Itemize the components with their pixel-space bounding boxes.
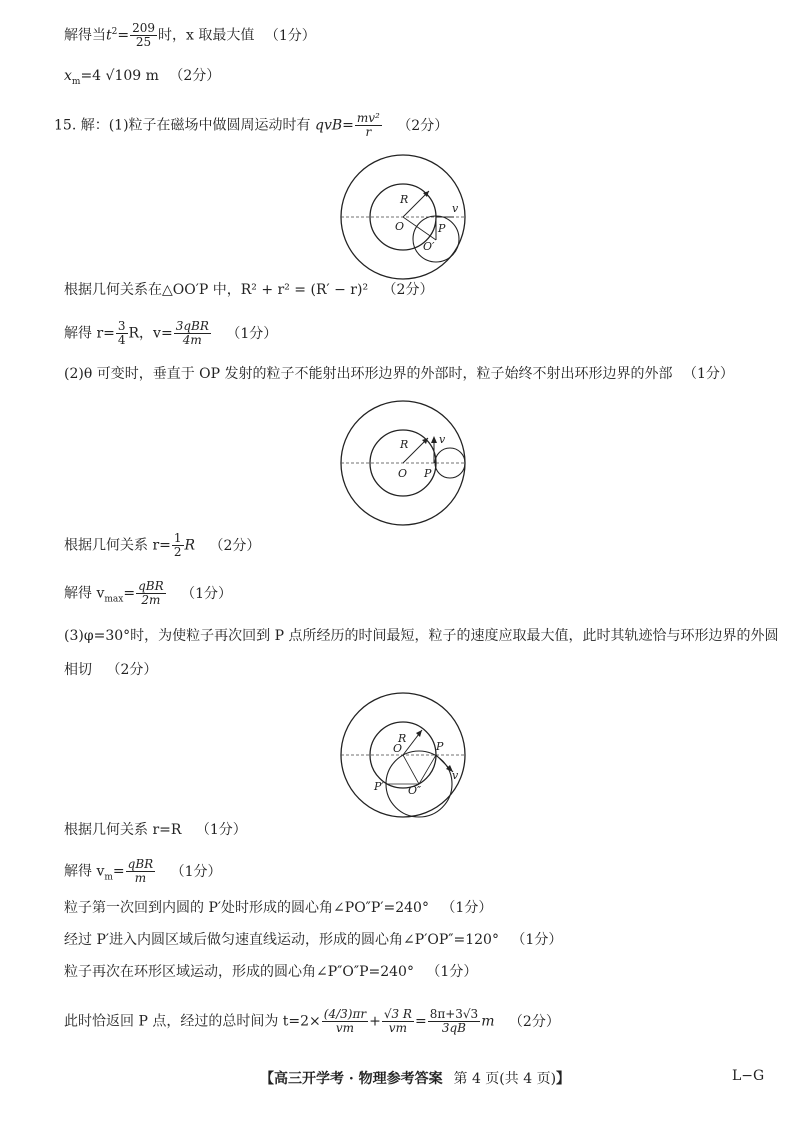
label-P-prime: P′ bbox=[374, 780, 384, 793]
line-t-max: 解得当$t^2=$ $\frac{209}{25}$ 时，x 取最大值 （1分） bbox=[64, 21, 316, 50]
label-v: v bbox=[439, 433, 446, 446]
label-O: O bbox=[393, 742, 403, 755]
score: （2分） bbox=[106, 662, 158, 678]
label-v: v bbox=[452, 769, 459, 782]
figure-1 bbox=[338, 152, 468, 282]
page-number: 第 4 页(共 4 页) bbox=[453, 1071, 557, 1087]
fraction: $\frac{209}{25}$ bbox=[132, 21, 156, 50]
figure-2 bbox=[338, 398, 468, 528]
line-solve-r-v: 解得 r= $\frac{3}{4}$ R，v= $\frac{\text{3qBR}}{4m}$ （1分） bbox=[64, 319, 278, 347]
label-R: R bbox=[400, 438, 409, 451]
page-footer: 【高三开学考 · 物理参考答案 第 4 页(共 4 页)】 bbox=[260, 1071, 571, 1087]
label-O-prime: O′ bbox=[423, 240, 435, 253]
line-geometry-1: 根据几何关系在△OO′P 中，R² + r² = (R′ − r)² （2分） bbox=[64, 282, 434, 298]
score: （2分） bbox=[508, 1013, 560, 1030]
score: （1分） bbox=[170, 863, 222, 880]
label-R: R bbox=[398, 732, 407, 745]
score: （1分） bbox=[195, 822, 247, 838]
fraction: $\frac{\text{mv²}}{r}$ bbox=[356, 111, 380, 139]
score: （1分） bbox=[441, 900, 493, 916]
figure-3 bbox=[338, 690, 468, 820]
score: （2分） bbox=[382, 282, 434, 298]
label-P: P bbox=[436, 740, 444, 753]
line-total-time: 此时恰返回 P 点，经过的总时间为 t=2× $\frac{(4/3)\pi r}{vm}$ + $\frac{√3 R}{vm}$ = $\frac{8\pi+3√3}{3qB}$ m （2分） bbox=[64, 1007, 560, 1035]
line-xm: $x_m=4$ √109 m （2分） bbox=[64, 68, 221, 87]
score: （1分） bbox=[264, 27, 316, 44]
score: （2分） bbox=[209, 537, 261, 554]
line-tangent: 相切 （2分） bbox=[64, 662, 158, 678]
line-part2: (2)θ 可变时，垂直于 OP 发射的粒子不能射出环形边界的外部时，粒子始终不射出环形边界的外部 （1分） bbox=[64, 366, 734, 382]
line-q15-part1: 15. 解：(1)粒子在磁场中做圆周运动时有 qvB= $\frac{\text{mv²}}{r}$ （2分） bbox=[54, 111, 449, 139]
label-R: R bbox=[400, 193, 409, 206]
line-angle-3: 粒子再次在环形区域运动，形成的圆心角∠P″O″P=240° （1分） bbox=[64, 964, 478, 980]
label-P: P bbox=[438, 222, 446, 235]
score: （2分） bbox=[169, 68, 221, 84]
label-O-double-prime: O″ bbox=[408, 784, 422, 797]
label-P: P bbox=[424, 467, 432, 480]
score: （1分） bbox=[226, 325, 278, 342]
line-angle-1: 粒子第一次回到内圆的 P′处时形成的圆心角∠PO″P′=240° （1分） bbox=[64, 900, 493, 916]
line-angle-2: 经过 P′进入内圆区域后做匀速直线运动，形成的圆心角∠P′OP″=120° （1分） bbox=[64, 932, 563, 948]
score: （1分） bbox=[426, 964, 478, 980]
label-O: O bbox=[398, 467, 408, 480]
score: （1分） bbox=[511, 932, 563, 948]
score: （1分） bbox=[181, 585, 232, 602]
line-vm: 解得 $v_m=$ $\frac{\text{qBR}}{m}$ （1分） bbox=[64, 857, 222, 885]
line-geometry-2: 根据几何关系 r= $\frac{1}{2}$ R （2分） bbox=[64, 531, 261, 559]
score: （1分） bbox=[682, 366, 734, 382]
line-geometry-3: 根据几何关系 r=R （1分） bbox=[64, 822, 247, 838]
line-vmax: 解得 $v_{max}=$ $\frac{\text{qBR}}{2m}$ （1分） bbox=[64, 579, 232, 607]
label-O: O bbox=[395, 220, 405, 233]
line-part3: (3)φ=30°时，为使粒子再次回到 P 点所经历的时间最短，粒子的速度应取最大值，此时其轨迹恰与环形边界的外圆 bbox=[64, 628, 779, 644]
label-v: v bbox=[452, 202, 459, 215]
paper-code: L−G bbox=[732, 1068, 765, 1084]
score: （2分） bbox=[397, 117, 449, 134]
